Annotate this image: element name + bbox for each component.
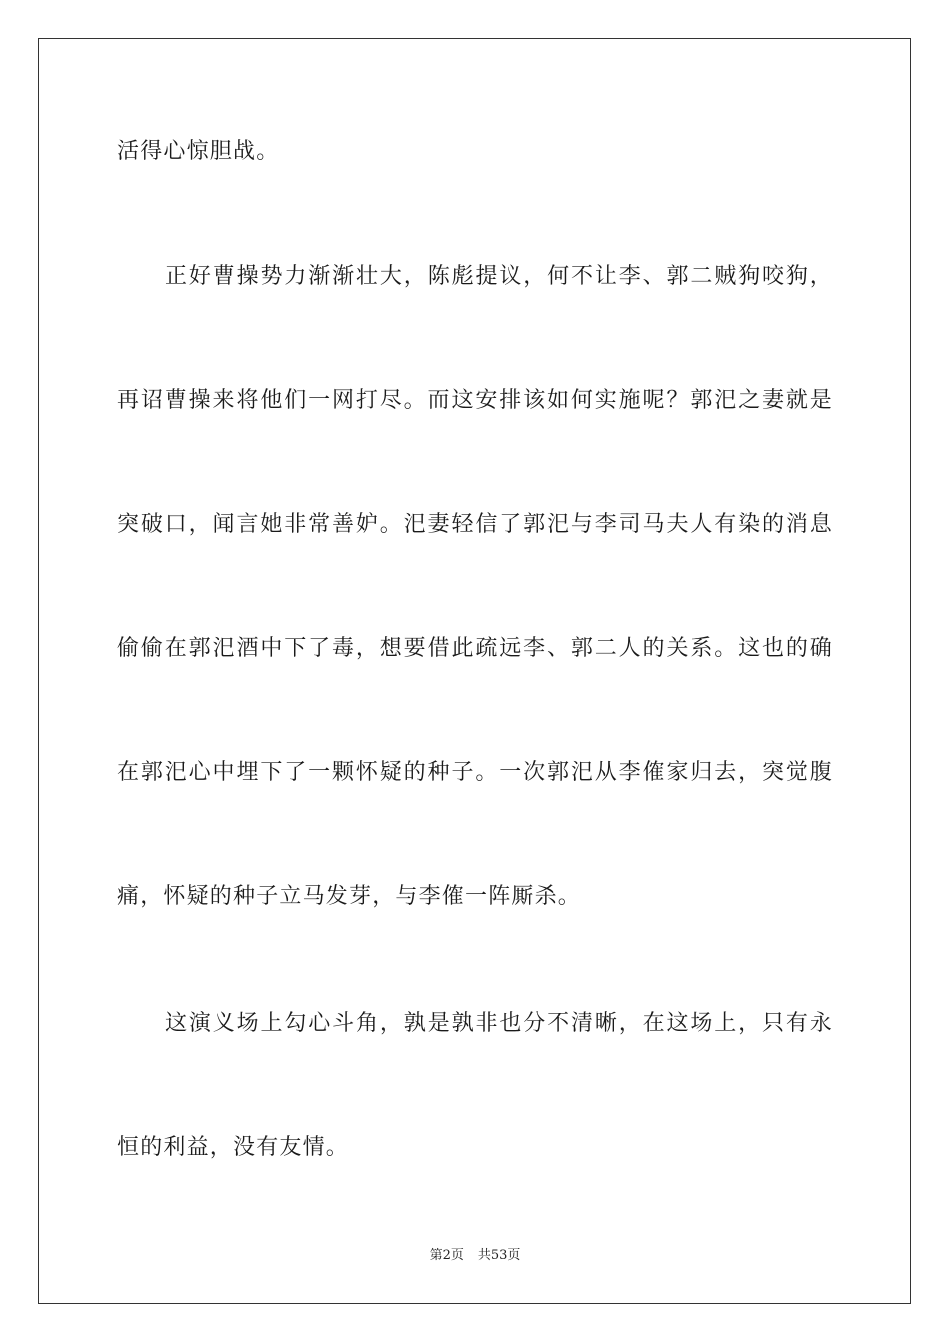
paragraph-line: 突破口，闻言她非常善妒。汜妻轻信了郭汜与李司马夫人有染的消息 — [117, 512, 833, 537]
paragraph-line: 恒的利益，没有友情。 — [117, 1135, 350, 1160]
paragraph-line: 正好曹操势力渐渐壮大，陈彪提议，何不让李、郭二贼狗咬狗， — [165, 264, 833, 289]
paragraph-line: 这演义场上勾心斗角，孰是孰非也分不清晰，在这场上，只有永 — [165, 1011, 833, 1036]
page-frame — [38, 38, 911, 1304]
page-footer — [0, 1247, 950, 1265]
paragraph-line: 再诏曹操来将他们一网打尽。而这安排该如何实施呢？郭汜之妻就是 — [117, 388, 833, 413]
paragraph-line: 偷偷在郭汜酒中下了毒，想要借此疏远李、郭二人的关系。这也的确 — [117, 636, 833, 661]
page-total: 共53页 — [477, 1248, 521, 1263]
page-number: 第2页 — [429, 1248, 464, 1263]
paragraph-line: 活得心惊胆战。 — [117, 139, 280, 164]
paragraph-line: 痛，怀疑的种子立马发芽，与李傕一阵厮杀。 — [117, 884, 582, 909]
paragraph-line: 在郭汜心中埋下了一颗怀疑的种子。一次郭汜从李傕家归去，突觉腹 — [117, 760, 833, 785]
